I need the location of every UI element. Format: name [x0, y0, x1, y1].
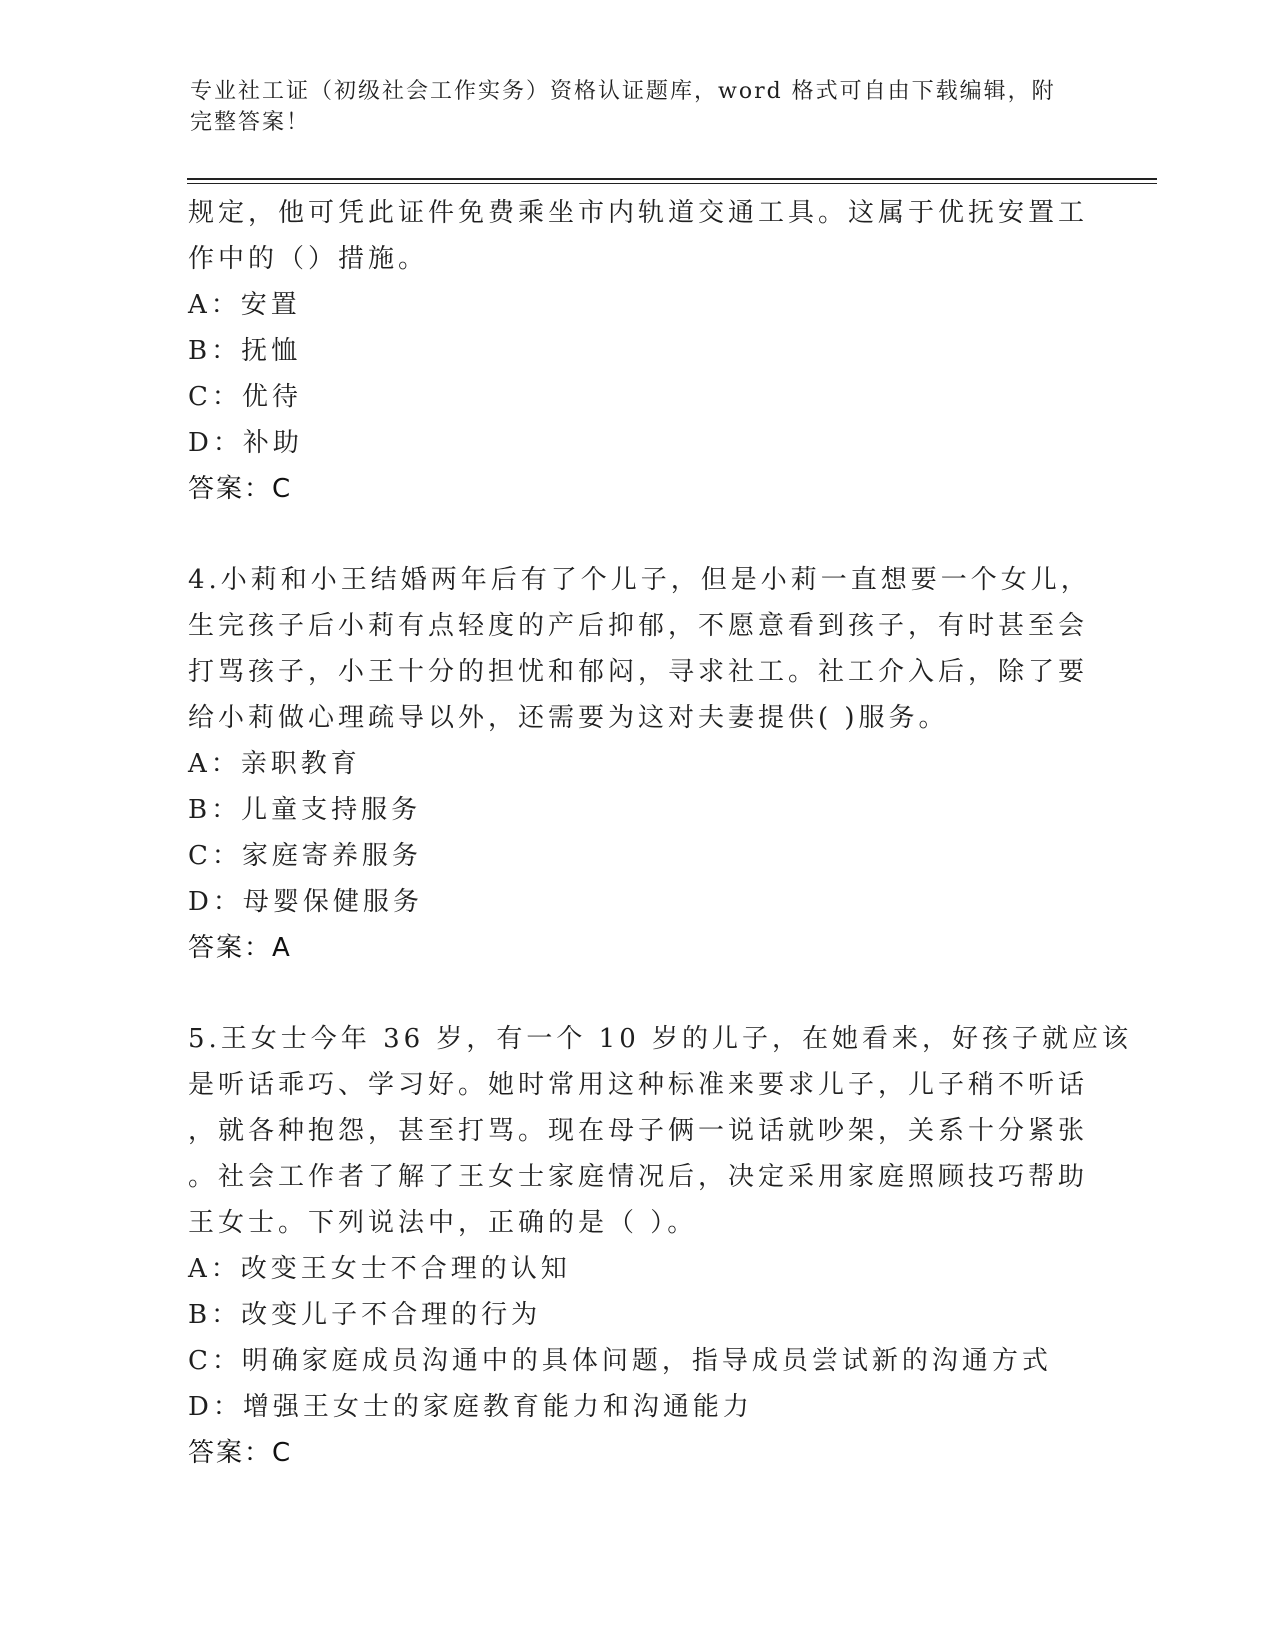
option-c: C：优待	[188, 382, 302, 412]
option-c: C：明确家庭成员沟通中的具体问题，指导成员尝试新的沟通方式	[188, 1346, 1052, 1376]
question-4	[188, 557, 1091, 971]
header-line-2: 完整答案！	[190, 110, 311, 135]
header-line-1: 专业社工证（初级社会工作实务）资格认证题库，word 格式可自由下载编辑，附	[190, 79, 1056, 104]
header-divider-thick	[187, 178, 1157, 180]
question-stem-line: 王女士。下列说法中，正确的是（ ）。	[188, 1208, 698, 1238]
option-d: D：补助	[188, 428, 303, 458]
option-b: B：改变儿子不合理的行为	[188, 1300, 542, 1330]
question-stem-line: 给小莉做心理疏导以外，还需要为这对夫妻提供( )服务。	[188, 703, 949, 733]
spacer	[188, 512, 1068, 557]
question-stem-line: 。社会工作者了解了王女士家庭情况后，决定采用家庭照顾技巧帮助	[188, 1162, 1089, 1192]
page-header	[190, 76, 1070, 138]
question-5	[188, 1016, 1133, 1476]
option-a: A：安置	[188, 290, 301, 320]
question-stem-line: 是听话乖巧、学习好。她时常用这种标准来要求儿子，儿子稍不听话	[188, 1070, 1089, 1100]
answer-line: 答案：C	[188, 474, 293, 504]
answer-line: 答案：C	[188, 1438, 293, 1468]
option-b: B：抚恤	[188, 336, 302, 366]
question-stem-line: 规定，他可凭此证件免费乘坐市内轨道交通工具。这属于优抚安置工	[188, 198, 1089, 228]
option-a: A：改变王女士不合理的认知	[188, 1254, 571, 1284]
header-divider-thin	[187, 183, 1157, 184]
question-stem-line: 5.王女士今年 36 岁，有一个 10 岁的儿子，在她看来，好孩子就应该	[188, 1024, 1133, 1054]
option-d: D：母婴保健服务	[188, 887, 423, 917]
option-a: A：亲职教育	[188, 749, 361, 779]
question-stem-line: 作中的（）措施。	[188, 244, 429, 274]
option-c: C：家庭寄养服务	[188, 841, 422, 871]
spacer	[188, 971, 1068, 1016]
question-stem-line: ，就各种抱怨，甚至打骂。现在母子俩一说话就吵架，关系十分紧张	[188, 1116, 1089, 1146]
answer-line: 答案：A	[188, 933, 292, 963]
question-stem-line: 4.小莉和小王结婚两年后有了个儿子，但是小莉一直想要一个女儿，	[188, 565, 1091, 595]
question-content	[188, 190, 1133, 1476]
question-3	[188, 190, 1089, 512]
question-stem-line: 生完孩子后小莉有点轻度的产后抑郁，不愿意看到孩子，有时甚至会	[188, 611, 1089, 641]
option-d: D：增强王女士的家庭教育能力和沟通能力	[188, 1392, 753, 1422]
option-b: B：儿童支持服务	[188, 795, 422, 825]
question-stem-line: 打骂孩子，小王十分的担忧和郁闷，寻求社工。社工介入后，除了要	[188, 657, 1089, 687]
